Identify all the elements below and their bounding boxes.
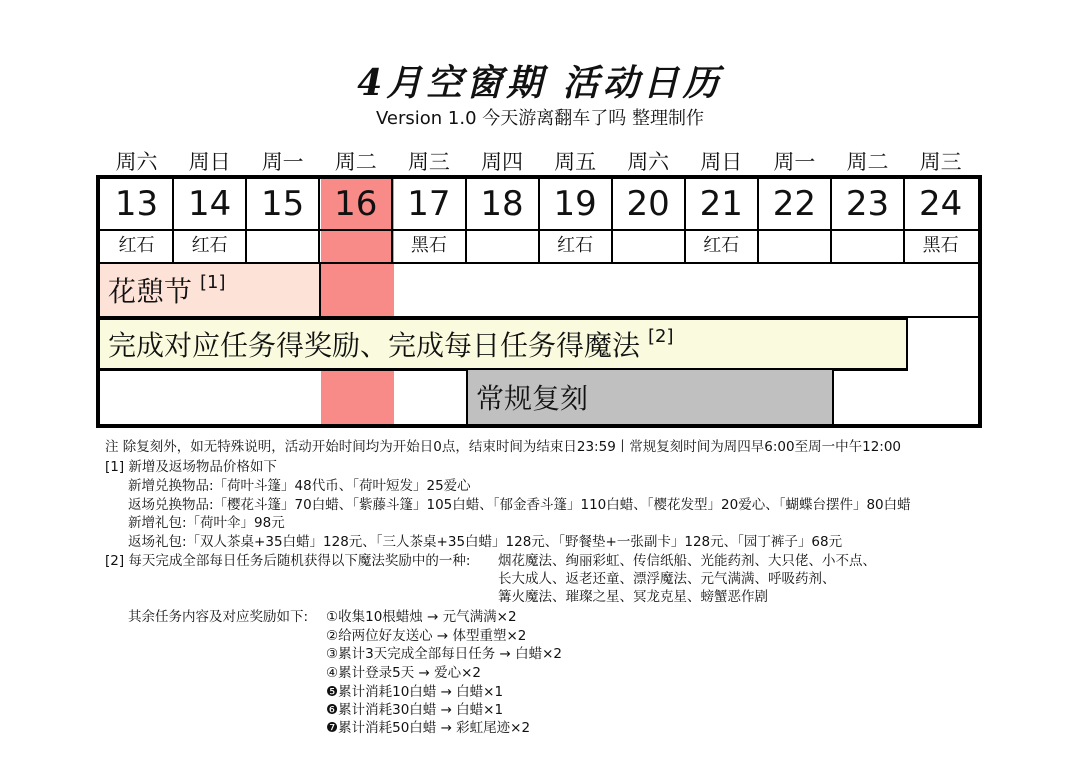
task-item: ③累计3天完成全部每日任务 → 白蜡×2: [326, 646, 562, 662]
stone-label: 红石: [191, 235, 228, 256]
note1-line: 返场兑换物品:「樱花斗篷」70白蜡、「紫藤斗篷」105白蜡、「郁金香斗篷」110白蜡、「樱花发型」20爱心、「蝴蝶台摆件」80白蜡: [128, 497, 911, 513]
stone-label: 红石: [557, 235, 594, 256]
stone-label: 黑石: [410, 235, 447, 256]
footnote-ref: [2]: [648, 325, 674, 347]
divider: [100, 229, 978, 231]
weekday-label: 周日: [188, 150, 231, 174]
date-number: 13: [114, 184, 159, 224]
magic-line: 长大成人、返老还童、漂浮魔法、元气满满、呼吸药剂、: [498, 571, 836, 587]
note2-heading: [2] 每天完成全部每日任务后随机获得以下魔法奖励中的一种:: [105, 553, 471, 569]
cell-divider: [830, 179, 832, 229]
cell-divider: [465, 179, 467, 229]
note1-line: 新增兑换物品:「荷叶斗篷」48代币、「荷叶短发」25爱心: [128, 478, 471, 494]
note1-line: 新增礼包:「荷叶伞」98元: [128, 515, 285, 531]
date-number: 17: [407, 184, 451, 224]
weekday-label: 周日: [700, 150, 743, 174]
event-label: 常规复刻: [476, 382, 589, 415]
weekday-label: 周三: [919, 150, 962, 174]
task-item: ①收集10根蜡烛 → 元气满满×2: [326, 609, 517, 625]
event-bar-rerun: [466, 370, 834, 424]
date-number: 19: [553, 184, 597, 224]
weekday-label: 周五: [554, 150, 597, 174]
cell-divider: [538, 179, 540, 229]
cell-divider: [757, 179, 759, 229]
weekday-label: 周一: [261, 150, 304, 174]
magic-line: 烟花魔法、绚丽彩虹、传信纸船、光能药剂、大只佬、小不点、: [498, 553, 876, 569]
general-note: 注 除复刻外，如无特殊说明，活动开始时间均为开始日0点，结束时间为结束日23:59丨常规复刻时间为周四早6:00至周一中午12:00: [105, 439, 902, 455]
weekday-label: 周六: [115, 150, 158, 174]
task-item: ❻累计消耗30白蜡 → 白蜡×1: [326, 702, 504, 718]
cell-divider: [245, 179, 247, 229]
weekday-label: 周四: [481, 150, 523, 174]
date-number: 23: [845, 184, 890, 224]
stone-label: 红石: [118, 235, 155, 256]
weekday-label: 周二: [846, 150, 889, 174]
cell-divider: [684, 179, 686, 229]
page-title: 4月空窗期 活动日历: [357, 62, 723, 104]
date-number: 20: [626, 184, 670, 224]
stone-label: 红石: [703, 235, 740, 256]
task-item: ②给两位好友送心 → 体型重塑×2: [326, 628, 527, 644]
cell-divider: [903, 179, 905, 229]
weekday-label: 周三: [407, 150, 450, 174]
tasks-heading: 其余任务内容及对应奖励如下:: [128, 609, 309, 625]
footnote-ref: [1]: [200, 271, 226, 293]
weekday-label: 周一: [773, 150, 816, 174]
date-number: 15: [261, 184, 305, 224]
task-item: ❺累计消耗10白蜡 → 白蜡×1: [326, 684, 504, 700]
stone-label: 黑石: [922, 235, 959, 256]
date-number: 18: [480, 184, 524, 224]
task-item: ④累计登录5天 → 爱心×2: [326, 665, 481, 681]
date-number: 24: [918, 184, 963, 224]
date-number: 14: [187, 184, 232, 224]
weekday-label: 周二: [334, 150, 377, 174]
date-number: 22: [772, 184, 817, 224]
event-bar-flower-festival: [100, 264, 321, 316]
cell-divider: [318, 229, 320, 264]
note1-line: 返场礼包:「双人茶桌+35白蜡」128元、「三人茶桌+35白蜡」128元、「野餐垫+一张副卡」128元、「园丁裤子」68元: [128, 534, 843, 550]
cell-divider: [172, 179, 174, 229]
task-item: ❼累计消耗50白蜡 → 彩虹尾迹×2: [326, 720, 531, 736]
event-label: 花憩节: [108, 275, 193, 308]
cell-divider: [611, 179, 613, 229]
date-number: 16: [334, 184, 378, 224]
event-label: 完成对应任务得奖励、完成每日任务得魔法: [108, 329, 641, 362]
magic-line: 篝火魔法、璀璨之星、冥龙克星、螃蟹恶作剧: [498, 589, 768, 605]
cell-divider: [830, 229, 832, 264]
date-number: 21: [699, 184, 743, 224]
cell-divider: [318, 179, 320, 229]
note1-heading: [1] 新增及返场物品价格如下: [105, 459, 277, 475]
page-subtitle: Version 1.0 今天游离翻车了吗 整理制作: [376, 108, 704, 129]
cell-divider: [391, 179, 393, 229]
event-bar-daily-tasks: [100, 318, 908, 370]
weekday-label: 周六: [627, 150, 670, 174]
